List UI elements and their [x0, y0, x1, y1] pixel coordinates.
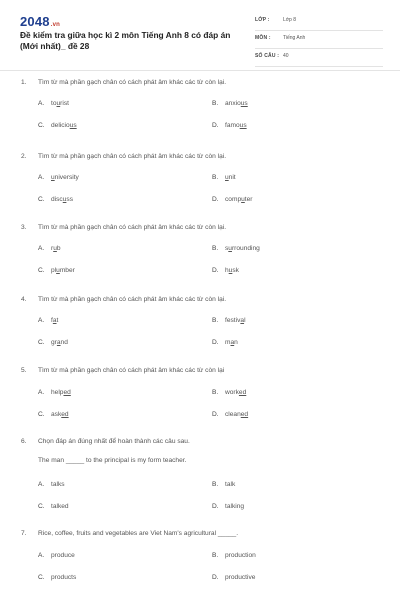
option-letter: B.: [212, 317, 219, 324]
option-text: talk: [225, 481, 236, 488]
option-text: university: [51, 174, 79, 181]
answer-option-a[interactable]: [38, 389, 71, 396]
question-sentence: The man _____ to the principal is my form teacher.: [38, 457, 187, 464]
option-text: computer: [225, 196, 253, 203]
option-letter: B.: [212, 481, 219, 488]
answer-option-c[interactable]: [38, 574, 76, 581]
meta-key: SỐ CÂU :: [255, 53, 280, 59]
option-text: delicious: [51, 122, 77, 129]
question-prompt: Tìm từ mà phần gạch chân có cách phát âm khác các từ còn lại.: [38, 79, 227, 86]
option-text: talks: [51, 481, 65, 488]
question-3: [0, 224, 400, 286]
answer-option-c[interactable]: [38, 503, 69, 510]
question-number: 1.: [21, 79, 27, 86]
option-letter: C.: [38, 503, 45, 510]
option-letter: D.: [212, 339, 219, 346]
option-text: discuss: [51, 196, 73, 203]
answer-option-c[interactable]: [38, 411, 69, 418]
answer-option-b[interactable]: [212, 552, 256, 559]
question-2: [0, 153, 400, 215]
answer-option-d[interactable]: [212, 196, 253, 203]
answer-option-a[interactable]: [38, 245, 61, 252]
option-text: festival: [225, 317, 246, 324]
option-letter: C.: [38, 339, 45, 346]
option-letter: D.: [212, 411, 219, 418]
option-letter: B.: [212, 552, 219, 559]
option-text: productive: [225, 574, 256, 581]
question-prompt: Tìm từ mà phần gạch chân có cách phát âm khác các từ còn lại.: [38, 153, 227, 160]
question-prompt: Rice, coffee, fruits and vegetables are Viet Nam's agricultural _____.: [38, 530, 239, 537]
answer-option-d[interactable]: [212, 503, 244, 510]
option-text: worked: [225, 389, 247, 396]
option-text: helped: [51, 389, 71, 396]
exam-meta: [255, 14, 383, 67]
meta-key: MÔN :: [255, 35, 271, 41]
question-prompt: Tìm từ mà phần gạch chân có cách phát âm khác các từ còn lại: [38, 367, 225, 374]
answer-option-d[interactable]: [212, 122, 247, 129]
option-text: cleaned: [225, 411, 249, 418]
answer-option-c[interactable]: [38, 196, 73, 203]
option-text: unit: [225, 174, 236, 181]
option-text: rub: [51, 245, 61, 252]
question-4: [0, 296, 400, 358]
option-letter: A.: [38, 389, 45, 396]
option-letter: D.: [212, 574, 219, 581]
option-text: asked: [51, 411, 69, 418]
option-letter: B.: [212, 174, 219, 181]
question-number: 3.: [21, 224, 27, 231]
option-letter: D.: [212, 503, 219, 510]
answer-option-b[interactable]: [212, 174, 236, 181]
header-divider: [0, 70, 400, 71]
meta-row-class: [255, 14, 383, 31]
exam-title: Đề kiểm tra giữa học kì 2 môn Tiếng Anh 8 có đáp án (Mới nhất)_ đề 28: [20, 30, 231, 51]
option-text: fat: [51, 317, 59, 324]
option-letter: B.: [212, 245, 219, 252]
option-text: surrounding: [225, 245, 260, 252]
answer-option-d[interactable]: [212, 574, 255, 581]
option-letter: A.: [38, 317, 45, 324]
question-5: [0, 367, 400, 429]
answer-option-b[interactable]: [212, 481, 235, 488]
option-letter: A.: [38, 245, 45, 252]
meta-value: Tiếng Anh: [283, 35, 306, 41]
answer-option-c[interactable]: [38, 122, 77, 129]
question-number: 5.: [21, 367, 27, 374]
option-text: grand: [51, 339, 68, 346]
page-header: [0, 0, 400, 70]
option-letter: B.: [212, 389, 219, 396]
option-text: tourist: [51, 100, 69, 107]
logo-suffix: .vn: [50, 22, 61, 28]
option-letter: B.: [212, 100, 219, 107]
answer-option-d[interactable]: [212, 411, 248, 418]
answer-option-a[interactable]: [38, 481, 65, 488]
option-letter: D.: [212, 122, 219, 129]
option-text: produce: [51, 552, 75, 559]
question-number: 2.: [21, 153, 27, 160]
option-letter: C.: [38, 196, 45, 203]
question-1: [0, 79, 400, 141]
meta-value: Lớp 8: [283, 17, 297, 23]
answer-option-d[interactable]: [212, 267, 239, 274]
question-prompt: Chọn đáp án đúng nhất để hoàn thành các câu sau.: [38, 438, 190, 445]
option-letter: D.: [212, 267, 219, 274]
meta-row-subject: [255, 32, 383, 49]
logo-text: 2048: [20, 14, 50, 29]
meta-value: 40: [283, 53, 289, 59]
answer-option-a[interactable]: [38, 174, 79, 181]
option-letter: C.: [38, 411, 45, 418]
question-prompt: Tìm từ mà phần gạch chân có cách phát âm khác các từ còn lại.: [38, 296, 227, 303]
answer-option-b[interactable]: [212, 389, 246, 396]
option-letter: C.: [38, 122, 45, 129]
option-text: husk: [225, 267, 239, 274]
option-letter: A.: [38, 481, 45, 488]
site-logo[interactable]: [20, 14, 60, 29]
answer-option-b[interactable]: [212, 245, 260, 252]
option-text: anxious: [225, 100, 248, 107]
answer-option-d[interactable]: [212, 339, 238, 346]
answer-option-a[interactable]: [38, 552, 75, 559]
answer-option-b[interactable]: [212, 100, 248, 107]
option-letter: A.: [38, 174, 45, 181]
option-text: talking: [225, 503, 245, 510]
question-7: [0, 530, 400, 592]
option-text: talked: [51, 503, 69, 510]
option-text: famous: [225, 122, 247, 129]
question-number: 4.: [21, 296, 27, 303]
answer-option-c[interactable]: [38, 339, 68, 346]
option-text: products: [51, 574, 77, 581]
question-number: 6.: [21, 438, 27, 445]
option-letter: D.: [212, 196, 219, 203]
question-6: [0, 438, 400, 518]
answer-option-a[interactable]: [38, 100, 69, 107]
option-letter: C.: [38, 267, 45, 274]
option-letter: A.: [38, 100, 45, 107]
answer-option-a[interactable]: [38, 317, 58, 324]
option-letter: A.: [38, 552, 45, 559]
option-text: production: [225, 552, 256, 559]
meta-row-question-count: [255, 50, 383, 67]
option-letter: C.: [38, 574, 45, 581]
question-number: 7.: [21, 530, 27, 537]
answer-option-c[interactable]: [38, 267, 75, 274]
answer-option-b[interactable]: [212, 317, 246, 324]
option-text: plumber: [51, 267, 75, 274]
question-prompt: Tìm từ mà phần gạch chân có cách phát âm khác các từ còn lại.: [38, 224, 227, 231]
option-text: man: [225, 339, 238, 346]
meta-key: LỚP :: [255, 17, 270, 23]
